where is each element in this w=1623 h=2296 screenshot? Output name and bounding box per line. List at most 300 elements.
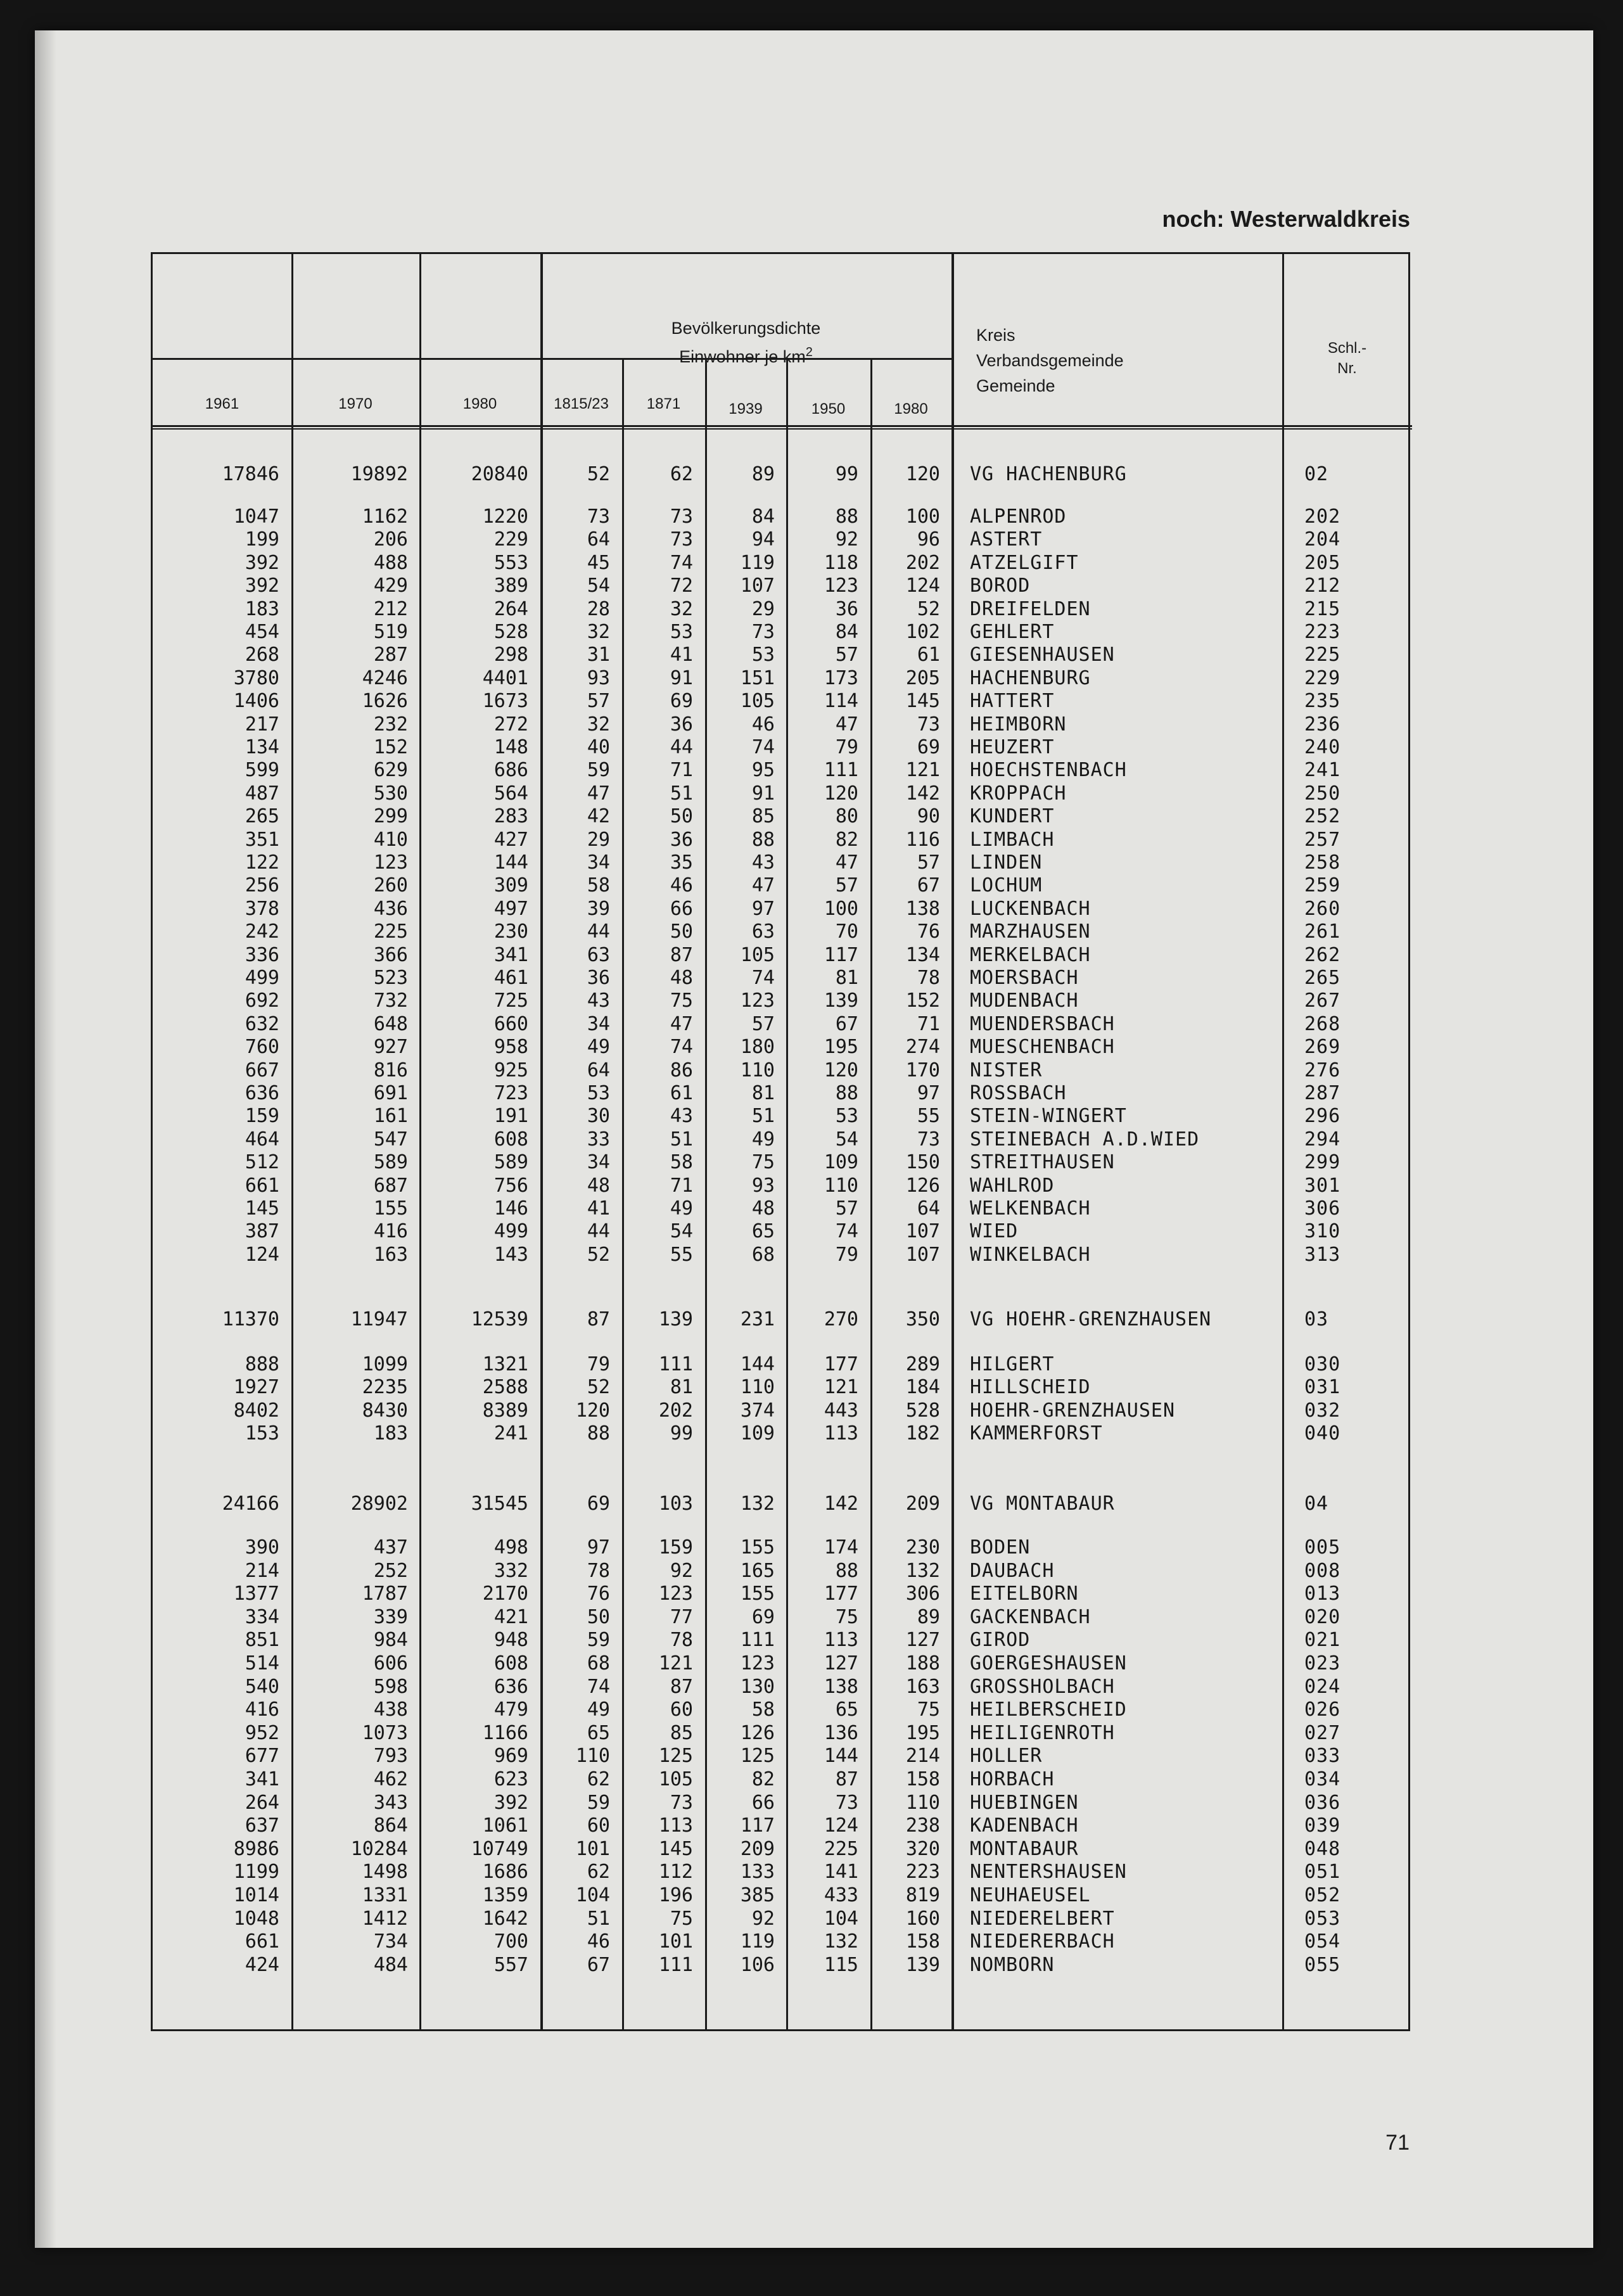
cell-density-1871: 125 — [658, 1745, 693, 1767]
cell-density-1939: 91 — [751, 782, 775, 805]
cell-density-1950: 109 — [824, 1151, 858, 1173]
cell-name: KAMMERFORST — [970, 1422, 1103, 1445]
cell-name: HACHENBURG — [970, 667, 1091, 689]
cell-pop-1980: 948 — [493, 1629, 528, 1651]
cell-schluessel-nr: 252 — [1304, 805, 1341, 827]
table-row — [153, 1536, 1412, 1559]
cell-pop-1961: 599 — [245, 759, 279, 781]
cell-density-1871: 54 — [670, 1220, 693, 1242]
header-density-1871: 1871 — [646, 395, 681, 412]
table-row — [153, 1838, 1412, 1861]
cell-pop-1970: 232 — [373, 713, 408, 736]
table-row — [153, 644, 1412, 666]
vg-summary-row — [153, 1307, 1412, 1332]
header-density-1950: 1950 — [811, 400, 846, 418]
cell-pop-1980: 636 — [493, 1676, 528, 1698]
cell-density-1815: 120 — [575, 1400, 610, 1422]
cell-schluessel-nr: 048 — [1304, 1838, 1341, 1860]
cell-density-1980: 188 — [905, 1652, 940, 1674]
cell-name: NIEDERELBERT — [970, 1908, 1115, 1930]
cell-name: VG MONTABAUR — [970, 1493, 1115, 1515]
cell-density-1939: 75 — [751, 1151, 775, 1173]
cell-pop-1970: 691 — [373, 1082, 408, 1104]
cell-density-1815: 74 — [587, 1676, 610, 1698]
cell-density-1980: 126 — [905, 1175, 940, 1197]
cell-schluessel-nr: 04 — [1304, 1493, 1329, 1515]
cell-density-1871: 49 — [670, 1197, 693, 1220]
cell-name: LIMBACH — [970, 829, 1055, 851]
cell-pop-1961: 499 — [245, 967, 279, 989]
cell-density-1815: 62 — [587, 1861, 610, 1883]
cell-density-1815: 47 — [587, 782, 610, 805]
cell-pop-1980: 31545 — [471, 1493, 528, 1515]
cell-pop-1970: 984 — [373, 1629, 408, 1651]
cell-pop-1961: 677 — [245, 1745, 279, 1767]
cell-density-1815: 50 — [587, 1606, 610, 1628]
cell-density-1939: 111 — [740, 1629, 775, 1651]
cell-pop-1980: 1321 — [482, 1353, 528, 1375]
cell-density-1950: 123 — [824, 575, 858, 597]
cell-density-1980: 116 — [905, 829, 940, 851]
cell-pop-1970: 206 — [373, 528, 408, 551]
density-title: Bevölkerungsdichte — [671, 319, 821, 338]
cell-density-1939: 29 — [751, 598, 775, 620]
table-row — [153, 598, 1412, 621]
cell-pop-1970: 416 — [373, 1220, 408, 1242]
table-row — [153, 736, 1412, 759]
cell-pop-1980: 283 — [493, 805, 528, 827]
cell-density-1939: 57 — [751, 1013, 775, 1035]
cell-schluessel-nr: 235 — [1304, 690, 1341, 712]
cell-pop-1970: 225 — [373, 921, 408, 943]
cell-pop-1970: 793 — [373, 1745, 408, 1767]
cell-density-1815: 30 — [587, 1105, 610, 1127]
cell-pop-1980: 1166 — [482, 1722, 528, 1744]
table-row — [153, 1059, 1412, 1082]
cell-density-1950: 36 — [835, 598, 858, 620]
cell-pop-1980: 553 — [493, 552, 528, 574]
cell-density-1871: 123 — [658, 1583, 693, 1605]
cell-pop-1980: 241 — [493, 1422, 528, 1445]
cell-density-1950: 54 — [835, 1128, 858, 1151]
cell-density-1939: 73 — [751, 621, 775, 643]
cell-pop-1980: 146 — [493, 1197, 528, 1220]
table-row — [153, 967, 1412, 990]
cell-pop-1980: 144 — [493, 851, 528, 874]
page-gutter-shadow — [35, 30, 56, 2248]
cell-schluessel-nr: 236 — [1304, 713, 1341, 736]
cell-density-1980: 57 — [917, 851, 940, 874]
cell-pop-1980: 557 — [493, 1954, 528, 1976]
table-row — [153, 575, 1412, 597]
cell-pop-1970: 606 — [373, 1652, 408, 1674]
cell-density-1950: 99 — [835, 463, 858, 485]
table-row — [153, 1175, 1412, 1197]
cell-density-1950: 84 — [835, 621, 858, 643]
cell-schluessel-nr: 054 — [1304, 1930, 1341, 1953]
cell-name: BOROD — [970, 575, 1031, 597]
cell-schluessel-nr: 241 — [1304, 759, 1341, 781]
cell-density-1871: 44 — [670, 736, 693, 758]
table-row — [153, 1128, 1412, 1151]
cell-density-1815: 36 — [587, 967, 610, 989]
cell-pop-1961: 122 — [245, 851, 279, 874]
cell-density-1950: 177 — [824, 1353, 858, 1375]
cell-density-1939: 88 — [751, 829, 775, 851]
density-unit — [540, 340, 952, 369]
cell-pop-1980: 229 — [493, 528, 528, 551]
population-table — [151, 252, 1410, 2031]
table-row — [153, 1676, 1412, 1699]
cell-density-1950: 67 — [835, 1013, 858, 1035]
cell-schluessel-nr: 039 — [1304, 1814, 1341, 1837]
cell-density-1950: 127 — [824, 1652, 858, 1674]
cell-density-1939: 106 — [740, 1954, 775, 1976]
cell-pop-1970: 163 — [373, 1244, 408, 1266]
cell-pop-1961: 692 — [245, 990, 279, 1012]
cell-schluessel-nr: 313 — [1304, 1244, 1341, 1266]
cell-name: NISTER — [970, 1059, 1043, 1081]
cell-schluessel-nr: 223 — [1304, 621, 1341, 643]
cell-pop-1961: 661 — [245, 1930, 279, 1953]
cell-name: NENTERSHAUSEN — [970, 1861, 1127, 1883]
schluessel-header-line2: Nr. — [1337, 360, 1357, 377]
cell-schluessel-nr: 034 — [1304, 1768, 1341, 1790]
cell-density-1950: 65 — [835, 1699, 858, 1721]
cell-density-1939: 74 — [751, 967, 775, 989]
cell-density-1815: 78 — [587, 1560, 610, 1582]
cell-density-1939: 82 — [751, 1768, 775, 1790]
table-row — [153, 1422, 1412, 1445]
cell-density-1980: 230 — [905, 1536, 940, 1559]
cell-density-1980: 139 — [905, 1954, 940, 1976]
cell-density-1815: 51 — [587, 1908, 610, 1930]
cell-pop-1961: 199 — [245, 528, 279, 551]
cell-density-1871: 73 — [670, 506, 693, 528]
cell-pop-1980: 564 — [493, 782, 528, 805]
cell-density-1950: 47 — [835, 851, 858, 874]
cell-pop-1980: 700 — [493, 1930, 528, 1953]
vg-summary-row — [153, 462, 1412, 487]
cell-name: HATTERT — [970, 690, 1055, 712]
cell-density-1980: 96 — [917, 528, 940, 551]
cell-density-1950: 87 — [835, 1768, 858, 1790]
cell-density-1939: 165 — [740, 1560, 775, 1582]
cell-pop-1980: 958 — [493, 1036, 528, 1058]
density-unit-text: Einwohner je km — [679, 347, 806, 366]
cell-pop-1961: 1377 — [233, 1583, 279, 1605]
header-density-1939: 1939 — [729, 400, 763, 418]
cell-density-1871: 46 — [670, 874, 693, 896]
cell-density-1980: 64 — [917, 1197, 940, 1220]
cell-density-1939: 144 — [740, 1353, 775, 1375]
cell-density-1939: 385 — [740, 1884, 775, 1906]
cell-name: HEIMBORN — [970, 713, 1067, 736]
cell-density-1871: 36 — [670, 713, 693, 736]
cell-pop-1980: 589 — [493, 1151, 528, 1173]
cell-density-1939: 95 — [751, 759, 775, 781]
cell-density-1980: 75 — [917, 1699, 940, 1721]
cell-density-1950: 141 — [824, 1861, 858, 1883]
cell-density-1980: 69 — [917, 736, 940, 758]
cell-density-1980: 100 — [905, 506, 940, 528]
table-row — [153, 782, 1412, 805]
cell-density-1980: 121 — [905, 759, 940, 781]
cell-density-1871: 87 — [670, 944, 693, 966]
cell-density-1939: 69 — [751, 1606, 775, 1628]
cell-density-1939: 94 — [751, 528, 775, 551]
cell-density-1815: 54 — [587, 575, 610, 597]
cell-pop-1980: 230 — [493, 921, 528, 943]
cell-pop-1970: 530 — [373, 782, 408, 805]
cell-density-1980: 142 — [905, 782, 940, 805]
cell-pop-1961: 256 — [245, 874, 279, 896]
schluessel-header — [1282, 338, 1412, 379]
cell-density-1871: 202 — [658, 1400, 693, 1422]
cell-pop-1970: 4246 — [362, 667, 408, 689]
cell-pop-1961: 392 — [245, 575, 279, 597]
cell-density-1815: 42 — [587, 805, 610, 827]
header-rule — [153, 428, 1412, 430]
cell-name: HORBACH — [970, 1768, 1055, 1790]
cell-name: STEINEBACH A.D.WIED — [970, 1128, 1200, 1151]
cell-density-1815: 63 — [587, 944, 610, 966]
cell-pop-1970: 1498 — [362, 1861, 408, 1883]
cell-schluessel-nr: 005 — [1304, 1536, 1341, 1559]
cell-density-1871: 41 — [670, 644, 693, 666]
cell-density-1815: 68 — [587, 1652, 610, 1674]
cell-name: ALPENROD — [970, 506, 1067, 528]
cell-pop-1970: 816 — [373, 1059, 408, 1081]
cell-density-1939: 119 — [740, 1930, 775, 1953]
table-row — [153, 1745, 1412, 1768]
cell-density-1815: 29 — [587, 829, 610, 851]
cell-density-1950: 57 — [835, 644, 858, 666]
cell-pop-1961: 1048 — [233, 1908, 279, 1930]
cell-schluessel-nr: 024 — [1304, 1676, 1341, 1698]
cell-schluessel-nr: 258 — [1304, 851, 1341, 874]
cell-density-1950: 138 — [824, 1676, 858, 1698]
cell-density-1815: 87 — [587, 1308, 610, 1330]
cell-pop-1980: 298 — [493, 644, 528, 666]
cell-pop-1980: 148 — [493, 736, 528, 758]
table-row — [153, 1861, 1412, 1884]
cell-pop-1961: 1014 — [233, 1884, 279, 1906]
table-row — [153, 1699, 1412, 1721]
cell-density-1950: 174 — [824, 1536, 858, 1559]
cell-pop-1961: 268 — [245, 644, 279, 666]
cell-density-1939: 123 — [740, 1652, 775, 1674]
cell-pop-1970: 484 — [373, 1954, 408, 1976]
cell-pop-1970: 123 — [373, 851, 408, 874]
cell-schluessel-nr: 296 — [1304, 1105, 1341, 1127]
cell-pop-1980: 479 — [493, 1699, 528, 1721]
table-row — [153, 506, 1412, 528]
cell-pop-1961: 760 — [245, 1036, 279, 1058]
cell-density-1815: 79 — [587, 1353, 610, 1375]
cell-density-1950: 70 — [835, 921, 858, 943]
cell-density-1980: 223 — [905, 1861, 940, 1883]
header-year-1980: 1980 — [462, 395, 497, 412]
header-rule — [153, 425, 1412, 427]
cell-density-1980: 819 — [905, 1884, 940, 1906]
cell-schluessel-nr: 276 — [1304, 1059, 1341, 1081]
cell-density-1980: 320 — [905, 1838, 940, 1860]
table-row — [153, 1197, 1412, 1220]
cell-density-1871: 103 — [658, 1493, 693, 1515]
cell-name: KUNDERT — [970, 805, 1055, 827]
vg-summary-row — [153, 1491, 1412, 1517]
cell-density-1871: 139 — [658, 1308, 693, 1330]
cell-density-1815: 52 — [587, 1244, 610, 1266]
cell-pop-1970: 155 — [373, 1197, 408, 1220]
table-row — [153, 1722, 1412, 1745]
cell-pop-1980: 4401 — [482, 667, 528, 689]
cell-density-1815: 34 — [587, 851, 610, 874]
cell-density-1815: 43 — [587, 990, 610, 1012]
cell-name: WELKENBACH — [970, 1197, 1091, 1220]
cell-pop-1970: 19892 — [350, 463, 408, 485]
cell-name: MUENDERSBACH — [970, 1013, 1115, 1035]
cell-pop-1980: 528 — [493, 621, 528, 643]
cell-density-1939: 133 — [740, 1861, 775, 1883]
cell-density-1950: 433 — [824, 1884, 858, 1906]
cell-name: NOMBORN — [970, 1954, 1055, 1976]
cell-pop-1961: 145 — [245, 1197, 279, 1220]
cell-pop-1980: 427 — [493, 829, 528, 851]
kreis-header — [976, 322, 1230, 399]
cell-density-1950: 144 — [824, 1745, 858, 1767]
cell-density-1815: 52 — [587, 463, 610, 485]
density-header — [540, 316, 952, 369]
cell-pop-1980: 10749 — [471, 1838, 528, 1860]
cell-schluessel-nr: 008 — [1304, 1560, 1341, 1582]
cell-pop-1961: 8402 — [233, 1400, 279, 1422]
cell-pop-1961: 17846 — [222, 463, 279, 485]
cell-density-1950: 118 — [824, 552, 858, 574]
cell-density-1939: 119 — [740, 552, 775, 574]
cell-schluessel-nr: 257 — [1304, 829, 1341, 851]
cell-pop-1970: 547 — [373, 1128, 408, 1151]
cell-density-1950: 88 — [835, 1560, 858, 1582]
cell-pop-1970: 2235 — [362, 1376, 408, 1398]
cell-density-1939: 92 — [751, 1908, 775, 1930]
cell-pop-1980: 309 — [493, 874, 528, 896]
cell-density-1871: 62 — [670, 463, 693, 485]
cell-name: NEUHAEUSEL — [970, 1884, 1091, 1906]
cell-density-1950: 120 — [824, 782, 858, 805]
cell-density-1939: 63 — [751, 921, 775, 943]
cell-schluessel-nr: 204 — [1304, 528, 1341, 551]
cell-pop-1961: 540 — [245, 1676, 279, 1698]
cell-pop-1970: 864 — [373, 1814, 408, 1837]
cell-pop-1970: 462 — [373, 1768, 408, 1790]
cell-pop-1970: 1412 — [362, 1908, 408, 1930]
cell-density-1815: 93 — [587, 667, 610, 689]
cell-density-1939: 85 — [751, 805, 775, 827]
cell-pop-1961: 637 — [245, 1814, 279, 1837]
cell-density-1939: 66 — [751, 1792, 775, 1814]
cell-pop-1980: 1673 — [482, 690, 528, 712]
table-row — [153, 1930, 1412, 1953]
page-number: 71 — [1385, 2131, 1410, 2155]
cell-density-1815: 33 — [587, 1128, 610, 1151]
cell-density-1950: 100 — [824, 898, 858, 920]
cell-pop-1970: 343 — [373, 1792, 408, 1814]
cell-density-1939: 110 — [740, 1376, 775, 1398]
cell-density-1939: 155 — [740, 1583, 775, 1605]
cell-pop-1961: 454 — [245, 621, 279, 643]
cell-density-1871: 35 — [670, 851, 693, 874]
cell-pop-1980: 421 — [493, 1606, 528, 1628]
cell-pop-1961: 8986 — [233, 1838, 279, 1860]
cell-pop-1970: 183 — [373, 1422, 408, 1445]
cell-pop-1970: 8430 — [362, 1400, 408, 1422]
cell-density-1815: 60 — [587, 1814, 610, 1837]
cell-name: MUESCHENBACH — [970, 1036, 1115, 1058]
cell-schluessel-nr: 262 — [1304, 944, 1341, 966]
cell-pop-1970: 287 — [373, 644, 408, 666]
cell-name: HEUZERT — [970, 736, 1055, 758]
cell-pop-1980: 20840 — [471, 463, 528, 485]
cell-pop-1961: 661 — [245, 1175, 279, 1197]
cell-density-1939: 125 — [740, 1745, 775, 1767]
cell-density-1939: 110 — [740, 1059, 775, 1081]
cell-pop-1970: 339 — [373, 1606, 408, 1628]
cell-density-1939: 89 — [751, 463, 775, 485]
cell-density-1939: 374 — [740, 1400, 775, 1422]
cell-name: KADENBACH — [970, 1814, 1079, 1837]
cell-density-1939: 84 — [751, 506, 775, 528]
cell-density-1871: 75 — [670, 1908, 693, 1930]
cell-density-1980: 67 — [917, 874, 940, 896]
cell-density-1980: 138 — [905, 898, 940, 920]
cell-schluessel-nr: 310 — [1304, 1220, 1341, 1242]
cell-density-1815: 49 — [587, 1699, 610, 1721]
table-row — [153, 1036, 1412, 1059]
cell-density-1871: 101 — [658, 1930, 693, 1953]
schluessel-header-line1: Schl.- — [1327, 340, 1367, 357]
cell-density-1950: 121 — [824, 1376, 858, 1398]
cell-density-1980: 73 — [917, 1128, 940, 1151]
cell-density-1871: 48 — [670, 967, 693, 989]
cell-pop-1961: 636 — [245, 1082, 279, 1104]
cell-density-1871: 92 — [670, 1560, 693, 1582]
table-row — [153, 1376, 1412, 1399]
cell-pop-1961: 153 — [245, 1422, 279, 1445]
cell-schluessel-nr: 299 — [1304, 1151, 1341, 1173]
cell-density-1950: 110 — [824, 1175, 858, 1197]
table-row — [153, 713, 1412, 736]
cell-density-1871: 85 — [670, 1722, 693, 1744]
cell-density-1980: 107 — [905, 1220, 940, 1242]
cell-pop-1961: 1406 — [233, 690, 279, 712]
cell-density-1815: 110 — [575, 1745, 610, 1767]
cell-density-1871: 55 — [670, 1244, 693, 1266]
table-row — [153, 1151, 1412, 1174]
cell-density-1871: 32 — [670, 598, 693, 620]
table-row — [153, 1908, 1412, 1930]
table-row — [153, 621, 1412, 644]
cell-pop-1970: 366 — [373, 944, 408, 966]
table-row — [153, 1082, 1412, 1105]
cell-density-1980: 78 — [917, 967, 940, 989]
cell-density-1815: 101 — [575, 1838, 610, 1860]
cell-density-1871: 105 — [658, 1768, 693, 1790]
cell-pop-1980: 498 — [493, 1536, 528, 1559]
cell-density-1939: 93 — [751, 1175, 775, 1197]
table-row — [153, 1629, 1412, 1652]
